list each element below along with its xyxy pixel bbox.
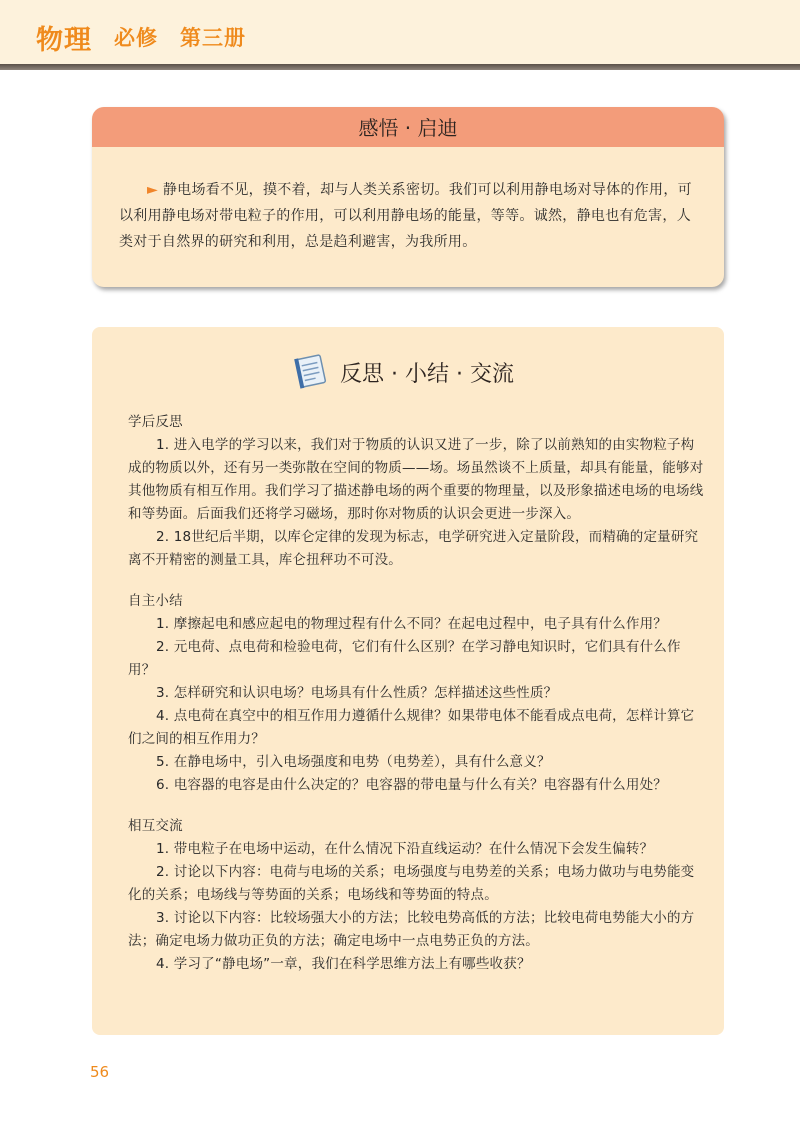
notepad-icon [292,353,330,389]
list-item: 1. 进入电学的学习以来，我们对于物质的认识又进了一步，除了以前熟知的由实物粒子构成的物质以外，还有另一类弥散在空间的物质——场。场虽然谈不上质量，却具有能量，能够对其他物质有相互作用。我们学习了描述静电场的两个重要的物理量，以及形象描述电场的电场线和等势面。后面我们还将学习磁场，那时你对物质的认识会更进一步深入。 [128,437,704,522]
list-item: 1. 摩擦起电和感应起电的物理过程有什么不同？在起电过程中，电子具有什么作用？ [156,616,667,632]
list-item: 3. 怎样研究和认识电场？电场具有什么性质？怎样描述这些性质？ [156,685,558,701]
page-header [0,0,800,64]
inspiration-text: 静电场看不见，摸不着，却与人类关系密切。我们可以利用静电场对导体的作用，可以利用静电场对带电粒子的作用，可以利用静电场的能量，等等。诚然，静电也有危害，人类对于自然界的研究和利用，总是趋利避害，为我所用。 [119,182,692,250]
section-title: 自主小结 [128,593,183,609]
list-item: 2. 讨论以下内容：电荷与电场的关系；电场强度与电势差的关系；电场力做功与电势能变化的关系；电场线与等势面的关系；电场线和等势面的特点。 [128,864,695,903]
header-divider [0,64,800,70]
arrow-icon: ► [147,182,159,198]
section-title: 相互交流 [128,818,183,834]
reflection-heading: 反思 · 小结 · 交流 [340,362,514,387]
inspiration-text-block [119,177,703,255]
list-item: 2. 元电荷、点电荷和检验电荷，它们有什么区别？在学习静电知识时，它们具有什么作用？ [128,639,681,678]
list-item: 2. 18世纪后半期，以库仑定律的发现为标志，电学研究进入定量阶段，而精确的定量研究离不开精密的测量工具，库仑扭秤功不可没。 [128,529,699,568]
list-item: 4. 点电荷在真空中的相互作用力遵循什么规律？如果带电体不能看成点电荷，怎样计算它们之间的相互作用力？ [128,708,695,747]
book-subtitle: 必修 第三册 [114,26,246,50]
inspiration-heading: 感悟 · 启迪 [92,107,724,147]
reflection-content [128,411,704,976]
list-item: 3. 讨论以下内容：比较场强大小的方法；比较电势高低的方法；比较电荷电势能大小的方法；确定电场力做功正负的方法；确定电场中一点电势正负的方法。 [128,910,695,949]
section-title: 学后反思 [128,414,183,430]
list-item: 5. 在静电场中，引入电场强度和电势（电势差），具有什么意义？ [156,754,551,770]
list-item: 6. 电容器的电容是由什么决定的？电容器的带电量与什么有关？电容器有什么用处？ [156,777,667,793]
reflection-box [92,327,724,1035]
list-item: 1. 带电粒子在电场中运动，在什么情况下沿直线运动？在什么情况下会发生偏转？ [156,841,654,857]
inspiration-box [92,107,724,287]
book-title: 物理 [36,25,92,56]
list-item: 4. 学习了“静电场”一章，我们在科学思维方法上有哪些收获？ [156,956,531,972]
page-number: 56 [90,1063,110,1081]
